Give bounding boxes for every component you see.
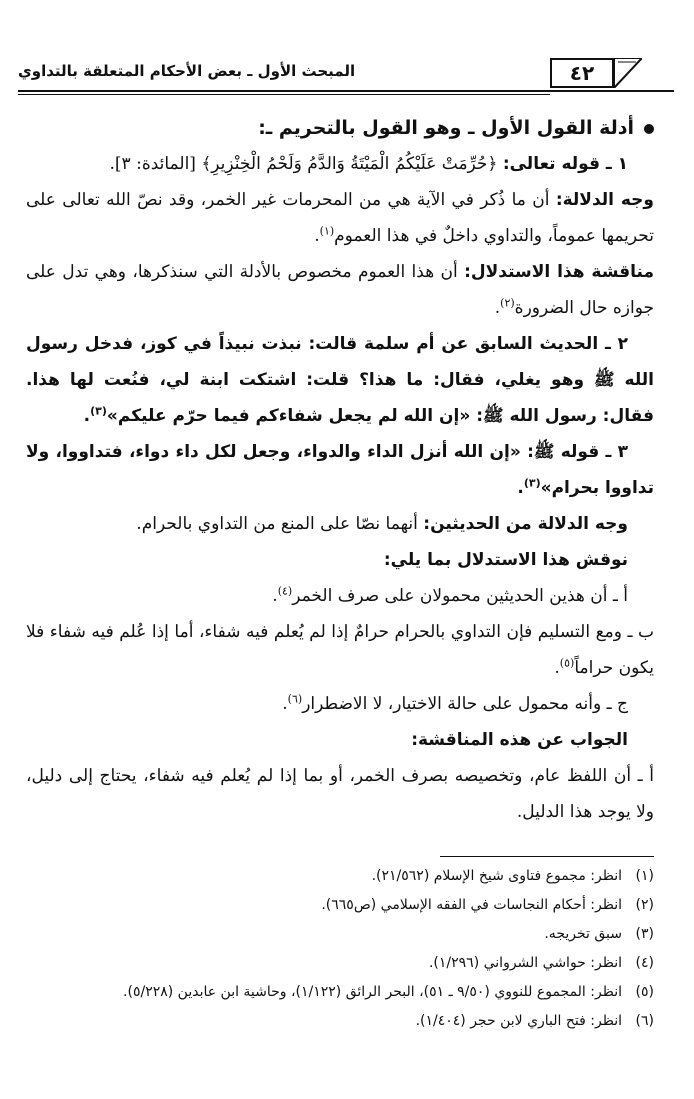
footnote-text: انظر: مجموع فتاوى شيخ الإسلام (٢١/٥٦٢). (371, 868, 622, 884)
footnote-ref: (١) (319, 224, 335, 238)
footnote-2 (26, 891, 654, 920)
footnote-1 (26, 862, 654, 891)
footnote-number: (٤) (635, 955, 654, 971)
objection-b: ب ـ ومع التسليم فإن التداوي بالحرام حرامٌ إذا لم يُعلم فيه شفاء، أما إذا عُلم فيه شفاء فلا يكون حراماً (26, 622, 654, 678)
footnote-text: انظر: أحكام النجاسات في الفقه الإسلامي (ص٦٦٥). (321, 897, 622, 913)
footnote-5 (26, 978, 654, 1007)
inference-label: وجه الدلالة: (555, 190, 654, 210)
header-rule (18, 90, 674, 92)
evidence-label: ١ ـ قوله تعالى: (502, 154, 628, 174)
objection-heading: نوقش هذا الاستدلال بما يلي: (383, 550, 628, 570)
running-head: المبحث الأول ـ بعض الأحكام المتعلقة بالتداوي (18, 62, 356, 80)
paragraph-4: ٢ ـ الحديث السابق عن أم سلمة قالت: نبذت نبيذاً في كوز، فدخل رسول الله ﷺ وهو يغلي، فقال: ما هذا؟ قلت: اشتكت ابنة لي، فنُعت لها هذا. فقال: رسول الله ﷺ: «إن الله لم يجعل شفاءكم فيما حرّم عليكم»$^{(٣)}$. (26, 334, 654, 426)
hadith-text: ٢ ـ الحديث السابق عن أم سلمة قالت: نبذت نبيذاً في كوز، فدخل رسول الله ﷺ وهو يغلي، فقال: ما هذا؟ قلت: اشتكت ابنة لي، فنُعت لها هذا. فقال: رسول الله ﷺ: «إن الله لم يجعل شفاءكم فيما حرّم عليكم» (26, 334, 654, 426)
response-heading: الجواب عن هذه المناقشة: (411, 730, 628, 750)
page-header (0, 52, 694, 98)
paragraph-5: ٣ ـ قوله ﷺ: «إن الله أنزل الداء والدواء، وجعل لكل داء دواء، فتداووا، ولا تداووا بحرام»$^{(٣)}$. (26, 442, 654, 498)
inference-label-2: وجه الدلالة من الحديثين: (423, 514, 628, 534)
footnote-ref: (٢) (500, 296, 515, 310)
inference-text-2: أنهما نصّا على المنع من التداوي بالحرام. (136, 514, 418, 534)
quran-verse: ﴿حُرِّمَتْ عَلَيْكُمُ الْمَيْتَةُ وَالدَّمُ وَلَحْمُ الْخِنْزِيرِ﴾ [المائدة: ٣]. (109, 154, 498, 174)
footnote-number: (٢) (635, 897, 654, 913)
footnote-4 (26, 949, 654, 978)
objection-a: أ ـ أن هذين الحديثين محمولان على صرف الخمر (292, 586, 628, 606)
paragraph-9: ب ـ ومع التسليم فإن التداوي بالحرام حرامٌ إذا لم يُعلم فيه شفاء، أما إذا عُلم فيه شفاء فلا يكون حراماً$^{(٥)}$. (26, 622, 654, 678)
section-heading (26, 110, 654, 146)
footnote-3 (26, 920, 654, 949)
footnote-text: انظر: فتح الباري لابن حجر (١/٤٠٤). (415, 1013, 622, 1029)
footnote-6 (26, 1007, 654, 1036)
bullet-icon (644, 124, 654, 134)
section-title: أدلة القول الأول ـ وهو القول بالتحريم ـ: (258, 117, 634, 139)
paragraph-6 (26, 506, 654, 542)
footnote-ref: (٣) (523, 476, 541, 490)
main-text (26, 110, 654, 830)
discussion-label: مناقشة هذا الاستدلال: (464, 262, 655, 282)
paragraph-10: ج ـ وأنه محمول على حالة الاختيار، لا الاضطرار$^{(٦)}$. (282, 692, 628, 714)
footnote-ref: (٦) (287, 692, 303, 706)
footnote-text: سبق تخريجه. (544, 926, 622, 942)
hadith-text-2: ٣ ـ قوله ﷺ: «إن الله أنزل الداء والدواء، وجعل لكل داء دواء، فتداووا، ولا تداووا بحرام» (26, 442, 654, 498)
discussion-text: أن هذا العموم مخصوص بالأدلة التي سنذكرها، وهي تدل على جوازه حال الضرورة (26, 262, 654, 318)
footnote-number: (٦) (635, 1013, 654, 1029)
footnote-number: (٥) (635, 984, 654, 1000)
footnote-ref: (٤) (277, 584, 293, 598)
response-a: أ ـ أن اللفظ عام، وتخصيصه بصرف الخمر، أو بما إذا لم يُعلم فيه شفاء، يحتاج إلى دليل، ولا يوجد هذا الدليل. (26, 766, 654, 822)
inference-text: أن ما ذُكر في الآية هي من المحرمات غير الخمر، وقد نصّ الله تعالى على تحريمها عموماً، والتداوي داخلٌ في هذا العموم (26, 190, 654, 246)
footnote-text: انظر: المجموع للنووي (٩/٥٠ ـ ٥١)، البحر الرائق (١/١٢٢)، وحاشية ابن عابدين (٥/٢٢٨). (123, 984, 622, 1000)
paragraph-8: أ ـ أن هذين الحديثين محمولان على صرف الخمر$^{(٤)}$. (272, 584, 628, 606)
paragraph-3: مناقشة هذا الاستدلال: أن هذا العموم مخصوص بالأدلة التي سنذكرها، وهي تدل على جوازه حال الضرورة$^{(٢)}$. (26, 262, 655, 318)
footnote-number: (١) (635, 868, 654, 884)
page-number: ٤٢ (550, 58, 614, 88)
footnote-ref: (٣) (90, 404, 107, 418)
footnote-text: انظر: حواشي الشرواني (١/٢٩٦). (428, 955, 622, 971)
footnote-rule (440, 856, 654, 857)
header-rule-thin (18, 94, 550, 95)
footnote-ref: (٥) (559, 656, 575, 670)
page-number-tab-icon (614, 58, 642, 88)
paragraph-1 (26, 146, 654, 182)
paragraph-2: وجه الدلالة: أن ما ذُكر في الآية هي من المحرمات غير الخمر، وقد نصّ الله تعالى على تحريمها عموماً، والتداوي داخلٌ في هذا العموم$^{(١)}$. (26, 190, 654, 246)
footnote-number: (٣) (635, 926, 654, 942)
objection-c: ج ـ وأنه محمول على حالة الاختيار، لا الاضطرار (302, 694, 628, 714)
footnotes (26, 862, 654, 1036)
